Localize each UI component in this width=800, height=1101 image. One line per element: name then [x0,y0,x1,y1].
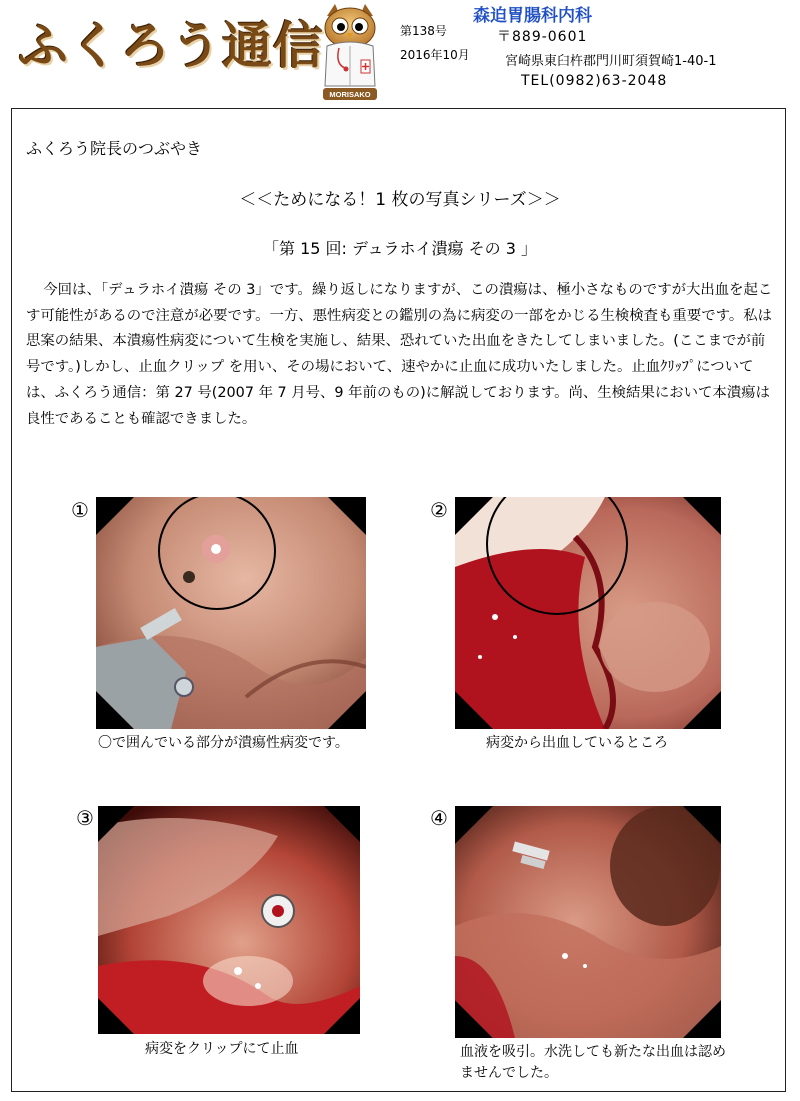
newsletter-title: ふくろう通信 [18,17,324,75]
endoscopy-photo-2 [455,497,721,729]
photo-2-number: ② [430,498,448,522]
issue-number: 第138号 [400,24,447,38]
series-title: ＜＜ためになる！1 枚の写真シリーズ＞＞ [239,190,561,210]
photo-4-number: ④ [430,806,448,830]
article-body: 今回は、「デュラホイ潰瘍 その 3」です。繰り返しになりますが、この潰瘍は、極小さなものですが大出血を起こす可能性があるので注意が必要です。一方、悪性病変との鑑別の為に病変の一部をかじる生検検査も重要です。私は思案の結果、本潰瘍性病変について生検を実施し、結果、恐れていた出血をきたしてしまいました。(ここまでが前号です。)しかし、止血クリップ を用い、その場において、速やかに止血に成功いたしました。止血ｸﾘｯﾌﾟについては、ふくろう通信：第 27 号(2007 年 7 月号、9 年前のもの)に解説しております。尚、生検結果において本潰瘍は良性であることも確認できました。 [26,282,773,427]
clinic-name: 森迫胃腸科内科 [473,6,592,26]
episode-title: 「第 15 回: デュラホイ潰瘍 その 3 」 [263,239,537,258]
column-title: ふくろう院長のつぶやき [26,139,203,158]
photo-3-number: ③ [76,806,94,830]
postal-code: 〒889-0601 [497,29,588,45]
issue-date: 2016年10月 [400,48,470,62]
photo-1-caption: 〇で囲んでいる部分が潰瘍性病変です。 [98,735,349,751]
clinic-phone: TEL(0982)63-2048 [521,73,668,89]
photo-2-caption: 病変から出血しているところ [486,735,668,751]
endoscopy-photo-4 [455,806,721,1038]
photo-4-caption: 血液を吸引。水洗しても新たな出血は認めませんでした。 [460,1044,726,1081]
endoscopy-photo-3 [98,806,360,1034]
endoscopy-photo-1 [96,497,366,729]
clinic-address: 宮崎県東臼杵郡門川町須賀崎1-40-1 [505,54,717,69]
photo-1-number: ① [71,498,89,522]
logo-text: MORISAKO [329,90,371,99]
photo-3-caption: 病変をクリップにて止血 [145,1041,299,1057]
owl-doctor-logo [313,2,387,102]
